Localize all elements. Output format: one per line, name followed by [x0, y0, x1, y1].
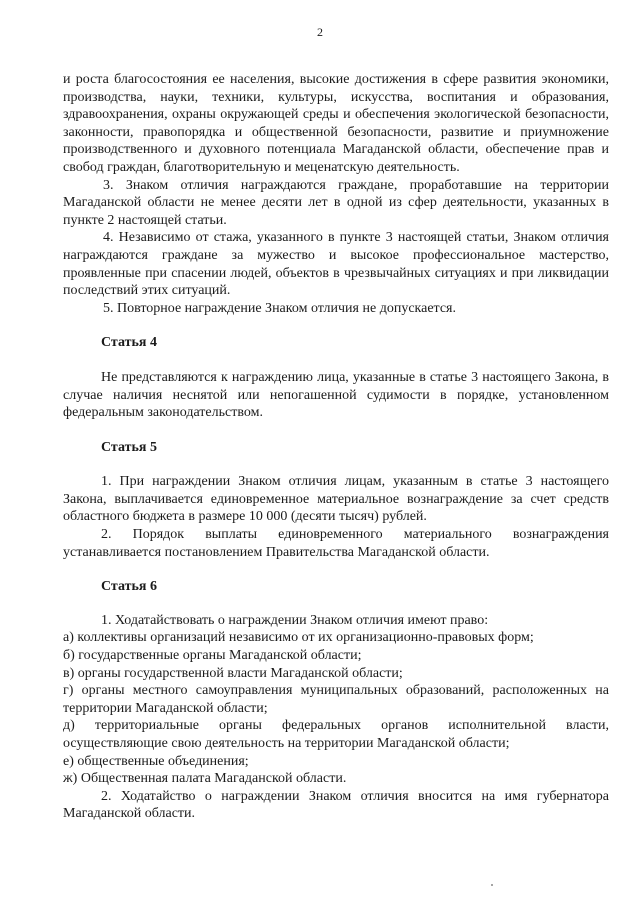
article-6-item-a: а) коллективы организаций независимо от их организационно-правовых форм;: [63, 630, 534, 646]
article-6-item-b: б) государственные органы Магаданской области;: [63, 648, 362, 664]
paragraph-item-3: 3. Знаком отличия награждаются граждане, проработавшие на территории Магаданской области не менее десяти лет в одной из сфер деятельности, указанных в пункте 2 настоящей статьи.: [63, 177, 609, 228]
article-4-text: Не представляются к награждению лица, указанные в статье 3 настоящего Закона, в случае наличия неснятой или непогашенной судимости в порядке, установленном федеральным законодательством.: [63, 369, 609, 421]
article-6-heading: Статья 6: [101, 579, 157, 595]
article-4-heading: Статья 4: [101, 335, 157, 351]
document-body: [63, 71, 609, 823]
page-number: 2: [317, 25, 323, 39]
paragraph-intro: и роста благосостояния ее населения, высокие достижения в сфере развития экономики, производства, науки, техники, культуры, искусства, воспитания и образования, здравоохранения, охраны окружающей среды и обеспечения экологической безопасности, законности, правопорядка и общественной безопасности, развитие и приумножение производственного и духовного потенциала Магаданской области, обеспечение прав и свобод граждан, благотворительную и меценатскую деятельность.: [63, 72, 609, 175]
article-6-paragraph-1: 1. Ходатайствовать о награждении Знаком отличия имеют право:: [101, 612, 489, 628]
article-6-item-zh: ж) Общественная палата Магаданской области.: [63, 771, 347, 787]
article-6-item-e: е) общественные объединения;: [63, 753, 249, 769]
article-6-item-g: г) органы местного самоуправления муниципальных образований, расположенных на территории Магаданской области;: [63, 683, 609, 716]
article-5-paragraph-2: 2. Порядок выплаты единовременного материального вознаграждения устанавливается постановлением Правительства Магаданской области.: [63, 527, 609, 560]
article-6-item-d: д) территориальные органы федеральных органов исполнительной власти, осуществляющие свою деятельность на территории Магаданской области;: [63, 718, 609, 751]
paragraph-item-5: 5. Повторное награждение Знаком отличия не допускается.: [103, 300, 456, 316]
scan-speck: [491, 884, 493, 886]
article-5-paragraph-1: 1. При награждении Знаком отличия лицам, указанным в статье 3 настоящего Закона, выплачивается единовременное материальное вознаграждение за счет средств областного бюджета в размере 10 000 (десяти тысяч) рублей.: [63, 474, 609, 525]
paragraph-item-4: 4. Независимо от стажа, указанного в пункте 3 настоящей статьи, Знаком отличия награждаются граждане за мужество и высокое профессиональное мастерство, проявленные при спасении людей, объектов в чрезвычайных ситуациях и при ликвидации последствий этих ситуаций.: [63, 230, 609, 299]
article-5-heading: Статья 5: [101, 439, 157, 455]
article-6-paragraph-2: 2. Ходатайство о награждении Знаком отличия вносится на имя губернатора Магаданской области.: [63, 788, 609, 822]
article-6-item-v: в) органы государственной власти Магаданской области;: [63, 665, 403, 681]
